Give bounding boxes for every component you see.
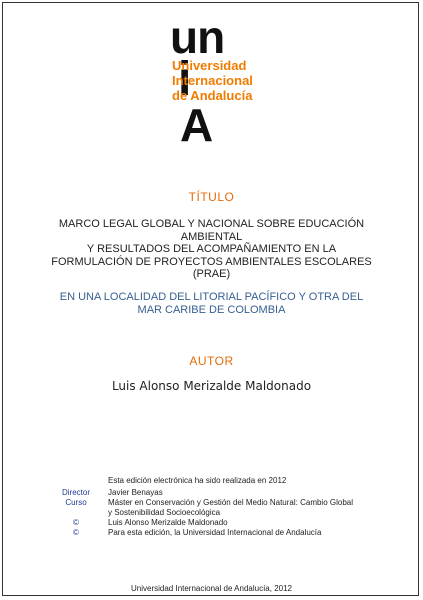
curso-value-2: y Sostenibilidad Socioecológica	[108, 508, 221, 517]
page-footer: Universidad Internacional de Andalucía, 2012	[131, 584, 292, 593]
author-heading: AUTOR	[189, 354, 234, 368]
copyright-author: Luis Alonso Merizalde Maldonado	[108, 518, 228, 527]
curso-value-1: Máster en Conservación y Gestión del Medio Natural: Cambio Global	[108, 498, 354, 507]
logo-text-line1: Universidad	[172, 58, 247, 73]
copyright-icon: ©	[73, 528, 79, 537]
logo-letter-i: i	[178, 53, 192, 106]
logo-text-line3: de Andalucía	[172, 88, 253, 103]
logo-letter-a: A	[180, 99, 214, 151]
title-line: MARCO LEGAL GLOBAL Y NACIONAL SOBRE EDUCACIÓN	[58, 218, 365, 230]
author-name: Luis Alonso Merizalde Maldonado	[111, 379, 312, 393]
director-label: Director	[61, 488, 90, 497]
title-heading: TÍTULO	[188, 190, 235, 204]
subtitle-line: MAR CARIBE DE COLOMBIA	[137, 303, 286, 316]
document-subtitle	[20, 291, 403, 316]
logo-letters-un: un	[170, 11, 225, 63]
logo-text-line2: Internacional	[172, 73, 253, 88]
director-value: Javier Benayas	[108, 488, 163, 497]
title-line: AMBIENTAL	[180, 230, 243, 243]
title-line: Y RESULTADOS DEL ACOMPAÑAMIENTO EN LA	[86, 243, 337, 255]
university-logo	[0, 0, 423, 160]
title-line: FORMULACIÓN DE PROYECTOS AMBIENTALES ESCOLARES	[51, 255, 372, 268]
document-title	[20, 218, 403, 281]
subtitle-line: EN UNA LOCALIDAD DEL LITORIAL PACÍFICO Y OTRA DEL	[59, 291, 364, 303]
copyright-icon: ©	[73, 518, 79, 527]
curso-label: Curso	[65, 498, 87, 507]
title-line: (PRAE)	[192, 268, 231, 280]
edition-note: Esta edición electrónica ha sido realizada en 2012	[108, 476, 287, 485]
copyright-edition: Para esta edición, la Universidad Internacional de Andalucía	[108, 528, 322, 537]
